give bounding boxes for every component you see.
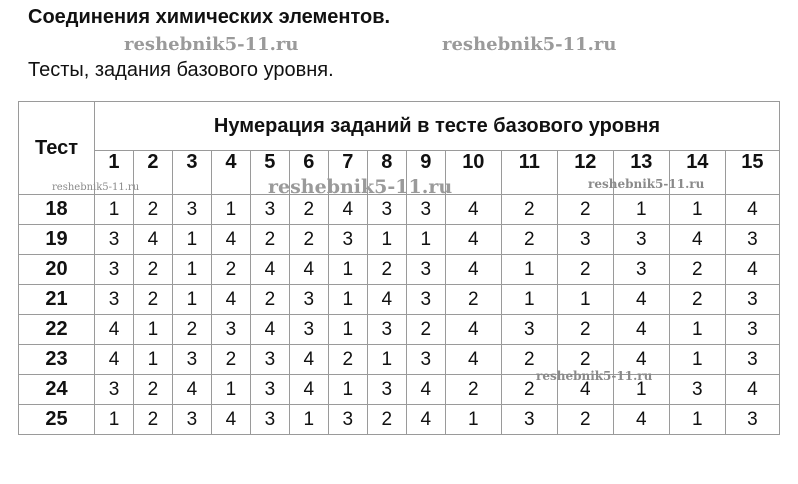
answer-cell: 3 (406, 345, 445, 375)
answer-cell: 4 (289, 375, 328, 405)
answer-cell: 2 (133, 405, 172, 435)
row-header-test: Тест (19, 102, 95, 195)
answer-cell: 2 (289, 225, 328, 255)
answer-cell: 3 (250, 405, 289, 435)
answer-cell: 1 (613, 195, 669, 225)
test-number-cell: 20 (19, 255, 95, 285)
answer-cell: 1 (328, 315, 367, 345)
answer-cell: 3 (289, 315, 328, 345)
answer-cell: 4 (211, 225, 250, 255)
task-numbering-header: Нумерация заданий в тесте базового уровня (95, 102, 780, 151)
watermark-text: reshebnik5-11.ru (536, 369, 653, 383)
column-header: 4 (211, 151, 250, 195)
answer-cell: 1 (172, 285, 211, 315)
answer-cell: 3 (557, 225, 613, 255)
answer-cell: 3 (669, 375, 725, 405)
answer-cell: 1 (501, 285, 557, 315)
answer-cell: 1 (367, 345, 406, 375)
answer-cell: 3 (501, 405, 557, 435)
answer-cell: 4 (445, 225, 501, 255)
answer-cell: 1 (211, 375, 250, 405)
answer-cell: 1 (669, 405, 725, 435)
answer-cell: 3 (725, 315, 779, 345)
answer-cell: 2 (501, 195, 557, 225)
answer-cell: 1 (669, 345, 725, 375)
answer-cell: 4 (445, 195, 501, 225)
answer-cell: 3 (250, 375, 289, 405)
answer-cell: 1 (367, 225, 406, 255)
answer-cell: 4 (725, 375, 779, 405)
answer-cell: 1 (557, 285, 613, 315)
answer-cell: 1 (328, 255, 367, 285)
table-row (19, 315, 780, 345)
answer-cell: 2 (133, 285, 172, 315)
answer-cell: 4 (406, 405, 445, 435)
answer-cell: 4 (725, 255, 779, 285)
answer-cell: 2 (250, 225, 289, 255)
answer-cell: 2 (669, 255, 725, 285)
answer-cell: 3 (211, 315, 250, 345)
answer-cell: 4 (289, 255, 328, 285)
answer-cell: 3 (95, 285, 134, 315)
watermark-text: reshebnik5-11.ru (268, 176, 453, 198)
answer-cell: 4 (445, 255, 501, 285)
column-header: 7 (328, 151, 367, 195)
answer-cell: 3 (406, 195, 445, 225)
table-row (19, 345, 780, 375)
column-header: 6 (289, 151, 328, 195)
answer-cell: 2 (133, 195, 172, 225)
answer-cell: 1 (613, 375, 669, 405)
table-row (19, 195, 780, 225)
answer-cell: 4 (289, 345, 328, 375)
answer-cell: 3 (406, 285, 445, 315)
answer-cell: 4 (250, 315, 289, 345)
column-header: 1 (95, 151, 134, 195)
answer-cell: 2 (669, 285, 725, 315)
answer-cell: 2 (557, 345, 613, 375)
table-row (19, 225, 780, 255)
answer-cell: 1 (406, 225, 445, 255)
answer-cell: 2 (328, 345, 367, 375)
answer-cell: 1 (445, 405, 501, 435)
answer-cell: 3 (725, 225, 779, 255)
column-header: 8 (367, 151, 406, 195)
answer-cell: 2 (367, 405, 406, 435)
column-header: 2 (133, 151, 172, 195)
answer-cell: 3 (367, 315, 406, 345)
column-header: 13 (613, 151, 669, 195)
answer-cell: 4 (445, 315, 501, 345)
page-subtitle: Тесты, задания базового уровня. (28, 59, 334, 81)
answer-cell: 3 (95, 225, 134, 255)
watermark-text: reshebnik5-11.ru (52, 182, 140, 193)
answer-cell: 2 (557, 405, 613, 435)
answer-cell: 4 (613, 345, 669, 375)
answer-cell: 3 (328, 225, 367, 255)
answer-cell: 2 (501, 225, 557, 255)
answer-cell: 3 (328, 405, 367, 435)
answer-cell: 1 (95, 405, 134, 435)
answer-cell: 1 (172, 255, 211, 285)
answer-cell: 4 (613, 405, 669, 435)
answer-cell: 2 (367, 255, 406, 285)
answer-cell: 3 (725, 405, 779, 435)
answer-cell: 2 (557, 195, 613, 225)
answer-cell: 3 (172, 195, 211, 225)
table-row (19, 375, 780, 405)
answers-table (18, 101, 780, 435)
answer-cell: 3 (95, 255, 134, 285)
answer-cell: 3 (501, 315, 557, 345)
answer-cell: 2 (557, 255, 613, 285)
answer-cell: 2 (133, 375, 172, 405)
table-row (19, 405, 780, 435)
answer-cell: 3 (172, 405, 211, 435)
answer-cell: 4 (445, 345, 501, 375)
test-number-cell: 19 (19, 225, 95, 255)
answer-cell: 3 (250, 195, 289, 225)
answer-cell: 1 (95, 195, 134, 225)
answer-cell: 1 (501, 255, 557, 285)
answer-cell: 2 (172, 315, 211, 345)
answer-cell: 4 (669, 225, 725, 255)
answer-cell: 3 (613, 225, 669, 255)
answer-cell: 3 (367, 195, 406, 225)
answer-cell: 4 (613, 285, 669, 315)
test-number-cell: 24 (19, 375, 95, 405)
answer-cell: 3 (289, 285, 328, 315)
answer-cell: 2 (289, 195, 328, 225)
answer-cell: 2 (501, 345, 557, 375)
answer-cell: 4 (328, 195, 367, 225)
watermark-text: reshebnik5-11.ru (124, 34, 299, 55)
test-number-cell: 25 (19, 405, 95, 435)
answer-cell: 2 (211, 255, 250, 285)
column-header: 15 (725, 151, 779, 195)
answer-cell: 2 (501, 375, 557, 405)
answer-cell: 4 (172, 375, 211, 405)
column-header: 11 (501, 151, 557, 195)
answer-cell: 4 (250, 255, 289, 285)
answer-cell: 2 (211, 345, 250, 375)
page-title: Соединения химических элементов. (28, 6, 391, 28)
answer-cell: 3 (172, 345, 211, 375)
answer-cell: 1 (211, 195, 250, 225)
answer-cell: 4 (95, 315, 134, 345)
column-header: 12 (557, 151, 613, 195)
answer-cell: 2 (250, 285, 289, 315)
answer-cell: 2 (557, 315, 613, 345)
answer-cell: 1 (669, 195, 725, 225)
table-row (19, 285, 780, 315)
answer-cell: 1 (328, 285, 367, 315)
watermark-text: reshebnik5-11.ru (588, 177, 705, 191)
column-header: 5 (250, 151, 289, 195)
answer-cell: 4 (725, 195, 779, 225)
answer-cell: 4 (406, 375, 445, 405)
answer-cell: 4 (613, 315, 669, 345)
answer-cell: 3 (95, 375, 134, 405)
answer-cell: 4 (133, 225, 172, 255)
column-header: 3 (172, 151, 211, 195)
answer-cell: 1 (133, 345, 172, 375)
test-number-cell: 21 (19, 285, 95, 315)
answer-cell: 2 (445, 285, 501, 315)
answer-cell: 3 (725, 345, 779, 375)
answer-cell: 2 (406, 315, 445, 345)
answer-cell: 4 (211, 285, 250, 315)
answer-cell: 1 (133, 315, 172, 345)
column-header: 9 (406, 151, 445, 195)
column-header: 14 (669, 151, 725, 195)
answer-cell: 4 (367, 285, 406, 315)
answer-cell: 3 (613, 255, 669, 285)
answer-cell: 1 (328, 375, 367, 405)
test-number-cell: 23 (19, 345, 95, 375)
watermark-text: reshebnik5-11.ru (442, 34, 617, 55)
table-body (19, 195, 780, 435)
test-number-cell: 22 (19, 315, 95, 345)
answer-cell: 3 (250, 345, 289, 375)
answer-cell: 1 (172, 225, 211, 255)
answer-cell: 1 (669, 315, 725, 345)
answer-cell: 4 (211, 405, 250, 435)
answer-cell: 4 (95, 345, 134, 375)
answer-cell: 3 (406, 255, 445, 285)
answer-cell: 3 (367, 375, 406, 405)
answer-cell: 4 (557, 375, 613, 405)
table-row (19, 255, 780, 285)
answer-cell: 1 (289, 405, 328, 435)
test-number-cell: 18 (19, 195, 95, 225)
column-header: 10 (445, 151, 501, 195)
answer-cell: 2 (445, 375, 501, 405)
answer-cell: 3 (725, 285, 779, 315)
answer-cell: 2 (133, 255, 172, 285)
